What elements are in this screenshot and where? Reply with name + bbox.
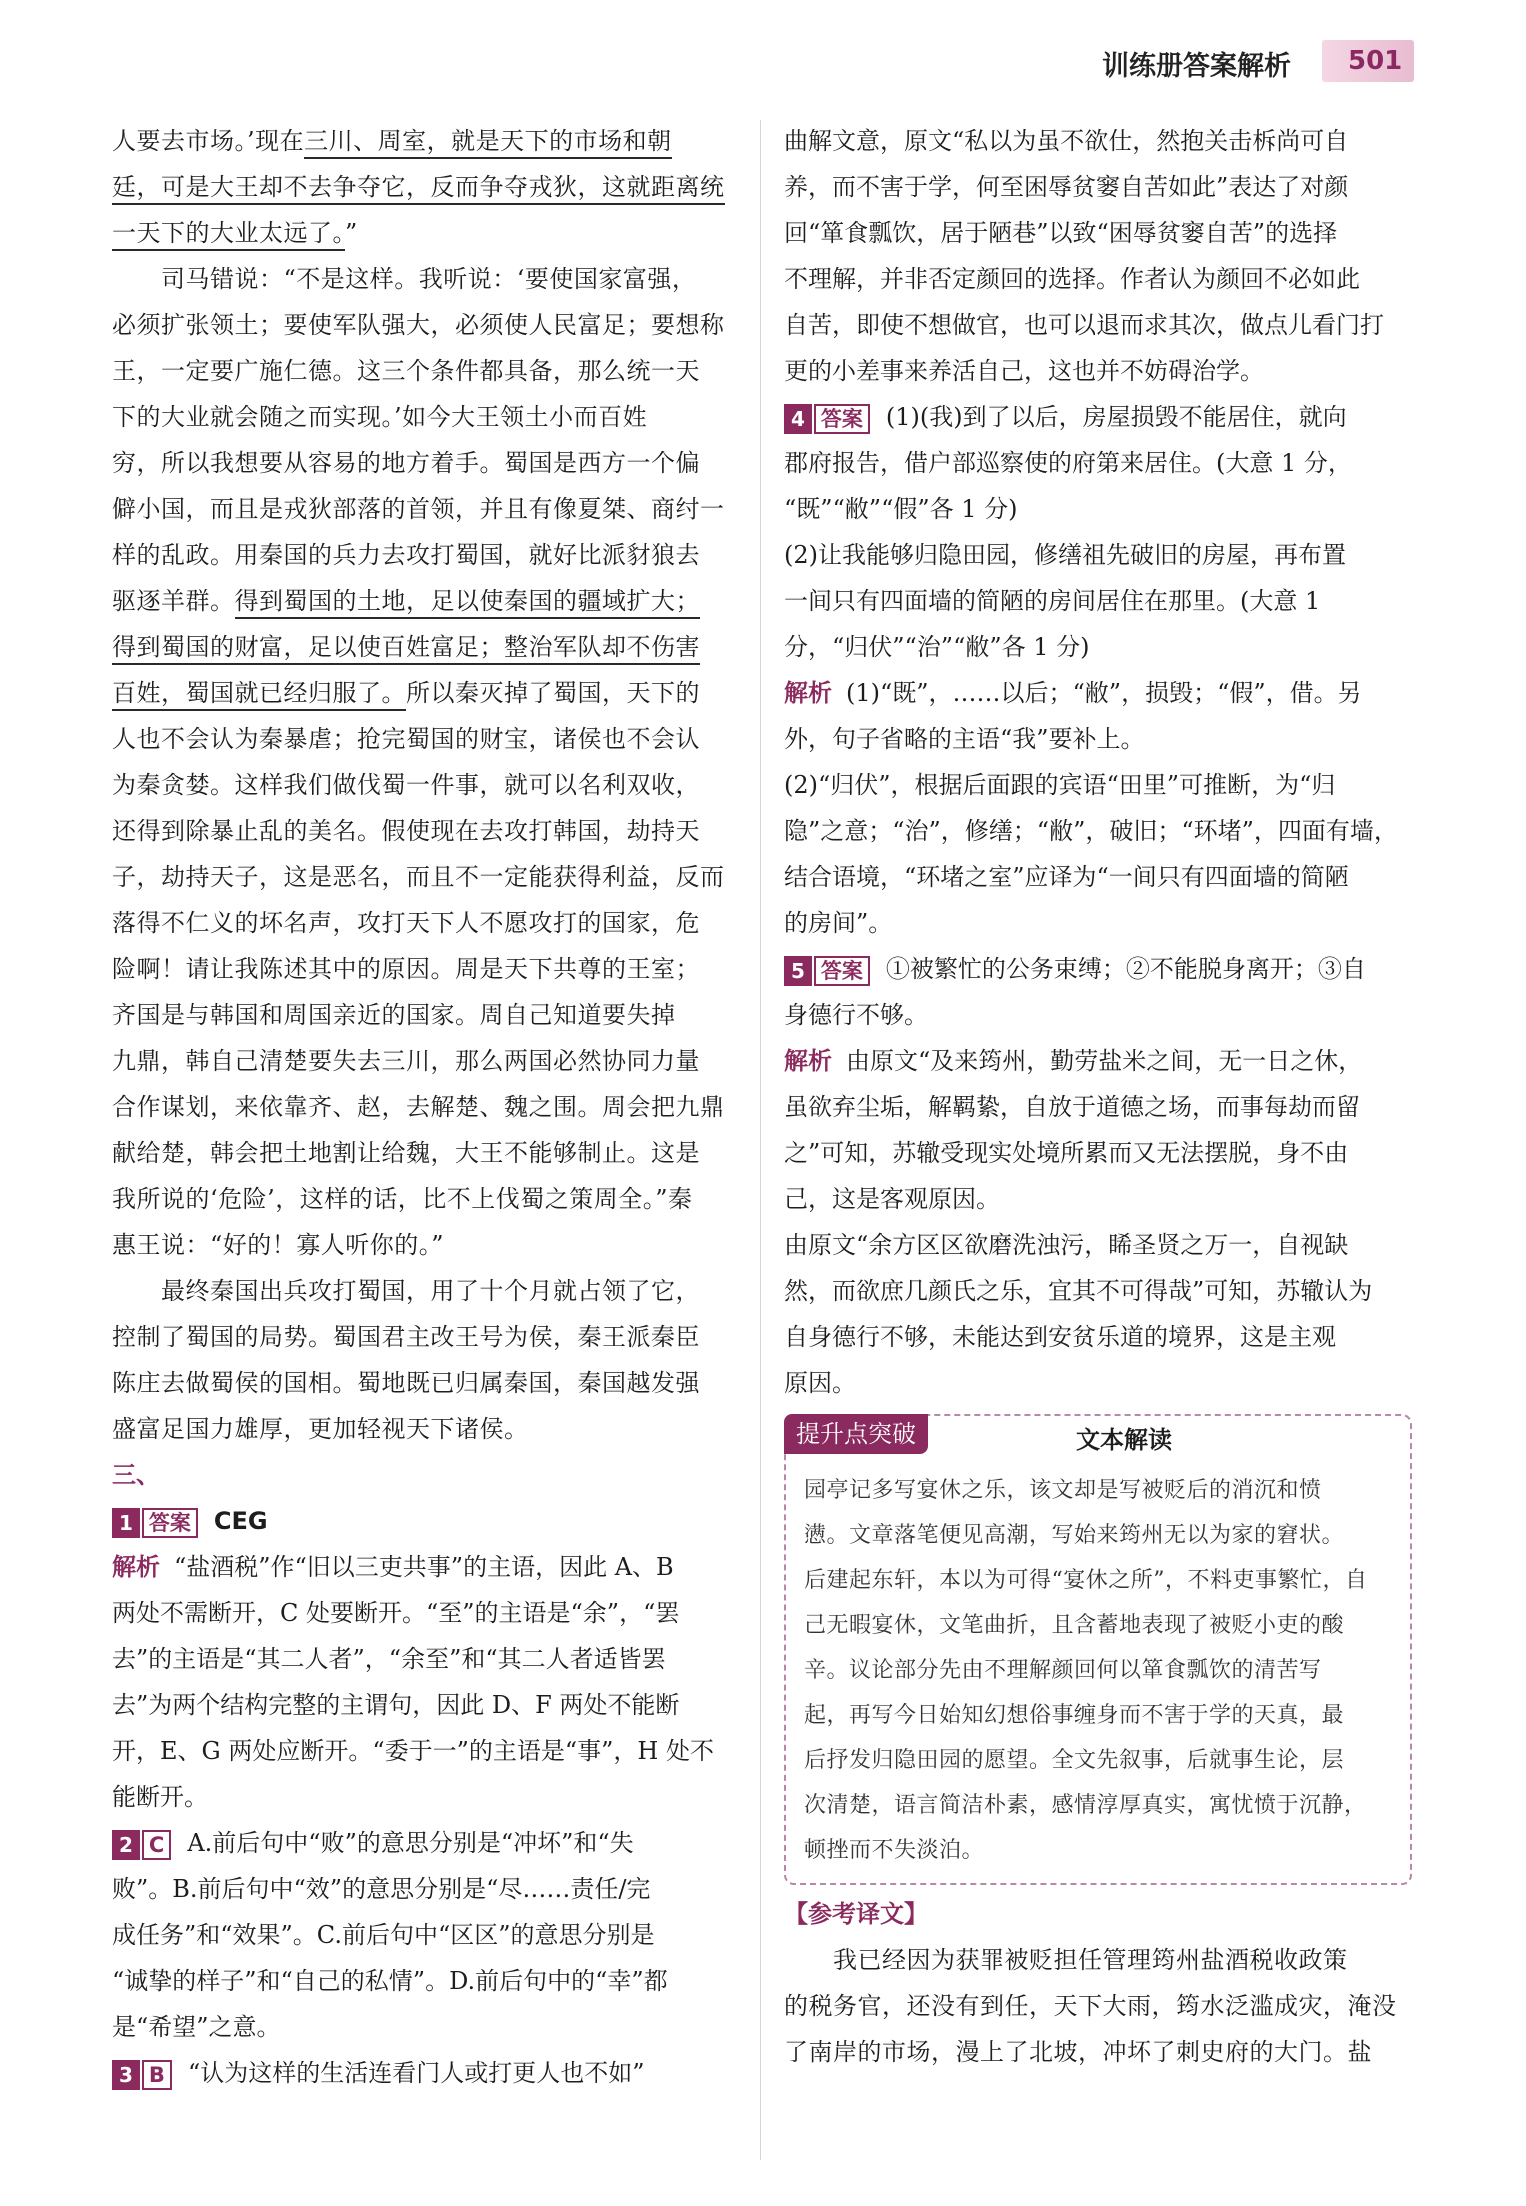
tip-box [784,1414,1412,1885]
text-line: 僻小国，而且是戎狄部落的首领，并且有像夏桀、商纣一 [112,495,725,523]
analysis-label: 解析 [784,679,832,707]
text-line: 然，而欲庶几颜氏之乐，宜其不可得哉”可知，苏辙认为 [784,1277,1373,1305]
text-line: 惠王说：“好的！寡人听你的。” [112,1231,445,1259]
tip-line: 园亭记多写宴休之乐，该文却是写被贬后的消沉和愤 [804,1478,1322,1503]
section-three-heading: 三、 [112,1461,160,1489]
text-line: 虽欲弃尘垢，解羁絷，自放于道德之场，而事每劫而留 [784,1093,1360,1121]
text-line: 落得不仁义的坏名声，攻打天下人不愿攻打的国家，危 [112,909,700,937]
question-5-block [784,946,1414,1038]
text-line: 隐”之意；“治”，修缮；“敝”，破旧；“环堵”，四面有墙， [784,817,1398,845]
text-line: 最终秦国出兵攻打蜀国，用了十个月就占领了它， [112,1277,700,1305]
text-line: 开，E、G 两处应断开。“委于一”的主语是“事”，H 处不 [112,1737,714,1765]
header-title: 训练册答案解析 [1102,51,1291,82]
question-number-badge: 4 [784,404,812,434]
reference-translation-text [784,1937,1414,2075]
question-4-analysis [784,670,1414,946]
tip-line: 辛。议论部分先由不理解颜回何以箪食瓢饮的清苦写 [804,1658,1322,1683]
text-line: 的税务官，还没有到任，天下大雨，筠水泛滥成灾，淹没 [784,1992,1397,2020]
text-line: 之”可知，苏辙受现实处境所累而又无法摆脱，身不由 [784,1139,1349,1167]
left-column [112,118,732,2096]
text-line: 必须扩张领土；要使军队强大，必须使人民富足；要想称 [112,311,725,339]
underlined-text: 得到蜀国的财富，足以使百姓富足；整治军队却不伤害 [112,633,700,665]
text-line: (2)“归伏”，根据后面跟的宾语“田里”可推断，为“归 [784,771,1336,799]
text-line: 献给楚，韩会把土地割让给魏，大王不能够制止。这是 [112,1139,700,1167]
text-line: 身德行不够。 [784,1001,928,1029]
text-line: 一间只有四面墙的简陋的房间居住在那里。(大意 1 [784,587,1321,615]
text-line: 险啊！请让我陈述其中的原因。周是天下共尊的王室； [112,955,700,983]
text-line: 己，这是客观原因。 [784,1185,1000,1213]
question-number-badge: 5 [784,956,812,986]
question-5-analysis [784,1038,1414,1406]
question-1-analysis [112,1544,732,1820]
answer-tag: 答案 [142,1508,198,1538]
text-line: 2 C A.前后句中“败”的意思分别是“冲坏”和“失 [112,1820,732,1866]
tip-text [804,1468,1396,1873]
text-line: 去”的主语是“其二人者”，“余至”和“其二人者适皆罢 [112,1645,666,1673]
tip-line: 己无暇宴休，文笔曲折，且含蓄地表现了被贬小吏的酸 [804,1613,1345,1638]
text-line: 能断开。 [112,1783,208,1811]
text-line: 合作谋划，来依靠齐、赵，去解楚、魏之围。周会把九鼎 [112,1093,725,1121]
tip-line: 后抒发归隐田园的愿望。全文先叙事，后就事生论，层 [804,1748,1345,1773]
text-line: 解析 由原文“及来筠州，勤劳盐米之间，无一日之休， [784,1047,1363,1075]
text-line: 控制了蜀国的局势。蜀国君主改王号为侯，秦王派秦臣 [112,1323,700,1351]
text-line: 成任务”和“效果”。C.前后句中“区区”的意思分别是 [112,1921,655,1949]
underlined-text: 一天下的大业太远了。 [112,219,345,251]
tip-line: 次清楚，语言简洁朴素，感情淳厚真实，寓忧愤于沉静， [804,1793,1367,1818]
analysis-label: 解析 [112,1553,160,1581]
text-line: 不理解，并非否定颜回的选择。作者认为颜回不必如此 [784,265,1360,293]
text-line: 自苦，即使不想做官，也可以退而求其次，做点儿看门打 [784,311,1384,339]
question-3-text: “认为这样的生活连看门人或打更人也不如” [187,2059,645,2087]
text-line: 原因。 [784,1369,856,1397]
text-line: 回“箪食瓢饮，居于陋巷”以致“困辱贫窭自苦”的选择 [784,219,1338,247]
text-line [112,624,732,670]
translation-text [112,118,732,1452]
text-line: 郡府报告，借户部巡察使的府第来居住。(大意 1 分， [784,449,1352,477]
text-line: 分，“归伏”“治”“敝”各 1 分) [784,633,1090,661]
answer-tag: C [142,1830,171,1860]
text-line: 更的小差事来养活自己，这也并不妨碍治学。 [784,357,1264,385]
text-line: 败”。B.前后句中“效”的意思分别是“尽……责任/完 [112,1875,651,1903]
text-line: 我已经因为获罪被贬担任管理筠州盐酒税收政策 [784,1946,1348,1974]
text-line: 养，而不害于学，何至困辱贫窭自苦如此”表达了对颜 [784,173,1349,201]
text-line [112,164,732,210]
tip-tag: 提升点突破 [784,1414,928,1454]
text-line: “既”“敝”“假”各 1 分) [784,495,1018,523]
tip-line: 顿挫而不失淡泊。 [804,1838,985,1863]
question-2-block [112,1820,732,2050]
text-line: 4 答案 (1)(我)到了以后，房屋损毁不能居住，就向 [784,394,1414,440]
text-line: 穷，所以我想要从容易的地方着手。蜀国是西方一个偏 [112,449,700,477]
tip-line: 后建起东轩，本以为可得“宴休之所”，不料吏事繁忙，自 [804,1568,1368,1593]
answer-tag: 答案 [814,404,870,434]
text-line: 陈庄去做蜀侯的国相。蜀地既已归属秦国，秦国越发强 [112,1369,700,1397]
question-1-answer [112,1498,732,1544]
question-number-badge: 2 [112,1830,140,1860]
text-line: 一天下的大业太远了。” [112,210,732,256]
text-line: 5 答案 ①被繁忙的公务束缚；②不能脱身离开；③自 [784,946,1414,992]
text-line: 两处不需断开，C 处要断开。“至”的主语是“余”，“罢 [112,1599,680,1627]
text-line: 结合语境，“环堵之室”应译为“一间只有四面墙的简陋 [784,863,1349,891]
question-3-block [112,2050,732,2096]
text-line: 齐国是与韩国和周国亲近的国家。周自己知道要失掉 [112,1001,676,1029]
question-number-badge: 3 [112,2060,140,2090]
underlined-text: 百姓，蜀国就已经归服了。 [112,679,406,711]
text-line: 为秦贪婪。这样我们做伐蜀一件事，就可以名利双收， [112,771,700,799]
text-line: 我所说的‘危险’，这样的话，比不上伐蜀之策周全。”秦 [112,1185,693,1213]
answer-tag: 答案 [814,956,870,986]
text-line: 了南岸的市场，漫上了北坡，冲坏了刺史府的大门。盐 [784,2038,1372,2066]
answer-tag: B [142,2060,172,2090]
question-number-badge: 1 [112,1508,140,1538]
page-number: 501 [1348,46,1403,76]
answer-text: CEG [213,1507,268,1535]
question-3-continued [784,118,1414,394]
text-line: 子，劫持天子，这是恶名，而且不一定能获得利益，反而 [112,863,725,891]
text-line: 人也不会认为秦暴虐；抢完蜀国的财宝，诸侯也不会认 [112,725,700,753]
text-line: 还得到除暴止乱的美名。假使现在去攻打韩国，劫持天 [112,817,700,845]
text-line: 外，句子省略的主语“我”要补上。 [784,725,1145,753]
tip-title: 文本解读 [1076,1426,1172,1454]
analysis-label: 解析 [784,1047,832,1075]
text-line: 百姓，蜀国就已经归服了。所以秦灭掉了蜀国，天下的 [112,670,732,716]
column-divider [760,120,761,2160]
underlined-text: 三川、周室，就是天下的市场和朝 [304,127,672,159]
text-line: 人要去市场。’现在三川、周室，就是天下的市场和朝 [112,118,732,164]
text-line: 驱逐羊群。得到蜀国的土地，足以使秦国的疆域扩大； [112,578,732,624]
text-line: 是“希望”之意。 [112,2013,281,2041]
text-line: 九鼎，韩自己清楚要失去三川，那么两国必然协同力量 [112,1047,700,1075]
text-line: 解析 (1)“既”，……以后；“敝”，损毁；“假”，借。另 [784,679,1362,707]
underlined-text: 得到蜀国的土地，足以使秦国的疆域扩大； [235,587,701,619]
text-line: (2)让我能够归隐田园，修缮祖先破旧的房屋，再布置 [784,541,1346,569]
question-4-block [784,394,1414,670]
text-line: 司马错说：“不是这样。我听说：‘要使国家富强， [112,265,697,293]
tip-line: 懑。文章落笔便见高潮，写始来筠州无以为家的窘状。 [804,1523,1345,1548]
text-line: 盛富足国力雄厚，更加轻视天下诸侯。 [112,1415,529,1443]
text-line: 下的大业就会随之而实现。’如今大王领土小而百姓 [112,403,648,431]
text-line: 由原文“余方区区欲磨洗浊污，睎圣贤之万一，自视缺 [784,1231,1349,1259]
text-line: 去”为两个结构完整的主谓句，因此 D、F 两处不能断 [112,1691,680,1719]
text-line: 解析 “盐酒税”作“旧以三吏共事”的主语，因此 A、B [112,1553,674,1581]
underlined-text: 廷，可是大王却不去争夺它，反而争夺戎狄，这就距离统 [112,173,725,205]
right-column [784,118,1414,2075]
reference-translation-heading: 【参考译文】 [784,1900,928,1928]
text-line: “诚挚的样子”和“自己的私情”。D.前后句中的“幸”都 [112,1967,668,1995]
text-line: 的房间”。 [784,909,893,937]
text-line: 样的乱政。用秦国的兵力去攻打蜀国，就好比派豺狼去 [112,541,700,569]
text-line: 自身德行不够，未能达到安贫乐道的境界，这是主观 [784,1323,1336,1351]
text-line: 曲解文意，原文“私以为虽不欲仕，然抱关击柝尚可自 [784,127,1349,155]
text-line: 王，一定要广施仁德。这三个条件都具备，那么统一天 [112,357,700,385]
tip-line: 起，再写今日始知幻想俗事缠身而不害于学的天真，最 [804,1703,1345,1728]
